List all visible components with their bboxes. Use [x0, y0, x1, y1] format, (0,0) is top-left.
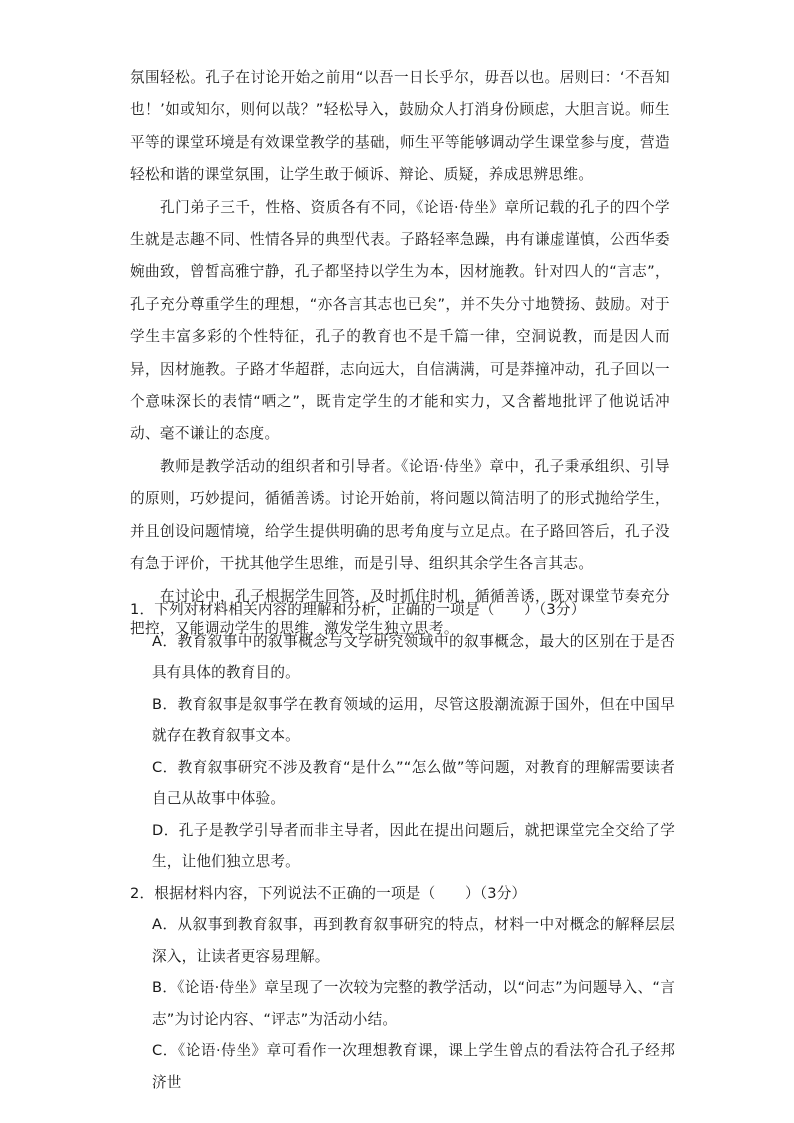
- question-1-option-b: B．教育叙事是叙事学在教育领域的运用，尽管这股潮流源于国外，但在中国早就存在教育叙事文本。: [152, 695, 675, 744]
- passage-paragraph-3: 教师是教学活动的组织者和引导者。《论语·侍坐》章中，孔子秉承组织、引导的原则，巧妙提问，循循善诱。讨论开始前，将问题以简洁明了的形式抛给学生，并且创设问题情境，给学生提供明确的思考角度与立足点。在子路回答后，孔子没有急于评价，干扰其他学生思维，而是引导、组织其余学生各言其志。: [130, 457, 670, 573]
- passage-paragraph-1: 氛围轻松。孔子在讨论开始之前用“以吾一日长乎尔，毋吾以也。居则曰：‘不吾知也！’如或知尔，则何以哉？”轻松导入，鼓励众人打消身份顾虑，大胆言说。师生平等的课堂环境是有效课堂教学的基础，师生平等能够调动学生课堂参与度，营造轻松和谐的课堂氛围，让学生敢于倾诉、辩论、质疑，养成思辨思维。: [130, 69, 670, 184]
- passage-paragraph-4: 在讨论中，孔子根据学生回答，及时抓住时机，循循善诱，既对课堂节奏充分把控，又能调动学生的思维，激发学生独立思考。: [130, 587, 670, 637]
- question-1-option-d: D．孔子是教学引导者而非主导者，因此在提出问题后，就把课堂完全交给了学生，让他们独立思考。: [152, 821, 675, 870]
- question-2-stem: 2．根据材料内容，下列说法不正确的一项是（ ）（3分）: [130, 884, 527, 902]
- question-list: [130, 594, 675, 1091]
- question-2-option-b: B．《论语·侍坐》章呈现了一次较为完整的教学活动，以“问志”为问题导入、“言志”为讨论内容、“评志”为活动小结。: [152, 979, 675, 1028]
- question-2-option-c: C．《论语·侍坐》章可看作一次理想教育课，课上学生曾点的看法符合孔子经邦济世: [152, 1042, 675, 1091]
- reading-passage: [130, 62, 670, 645]
- passage-paragraph-2: 孔门弟子三千，性格、资质各有不同，《论语·侍坐》章所记载的孔子的四个学生就是志趣不同、性情各异的典型代表。子路轻率急躁，冉有谦虚谨慎，公西华委婉曲致，曾皙高雅宁静，孔子都坚持以学生为本，因材施教。针对四人的“言志”，孔子充分尊重学生的理想，“亦各言其志也已矣”，并不失分寸地赞扬、鼓励。对于学生丰富多彩的个性特征，孔子的教育也不是千篇一律，空洞说教，而是因人而异，因材施教。子路才华超群，志向远大，自信满满，可是莽撞冲动，孔子回以一个意味深长的表情“哂之”，既肯定学生的才能和实力，又含蓄地批评了他说话冲动、毫不谦让的态度。: [130, 198, 670, 443]
- question-2-option-a: A．从叙事到教育叙事，再到教育叙事研究的特点，材料一中对概念的解释层层深入，让读者更容易理解。: [152, 916, 675, 965]
- question-1-option-c: C．教育叙事研究不涉及教育“是什么”“怎么做”等问题，对教育的理解需要读者自己从故事中体验。: [152, 758, 675, 807]
- question-1-stem: 1．下列对材料相关内容的理解和分析，正确的一项是（ ）（3分）: [130, 601, 586, 618]
- question-1-option-a: A．教育叙事中的叙事概念与文学研究领域中的叙事概念，最大的区别在于是否具有具体的教育目的。: [152, 632, 675, 681]
